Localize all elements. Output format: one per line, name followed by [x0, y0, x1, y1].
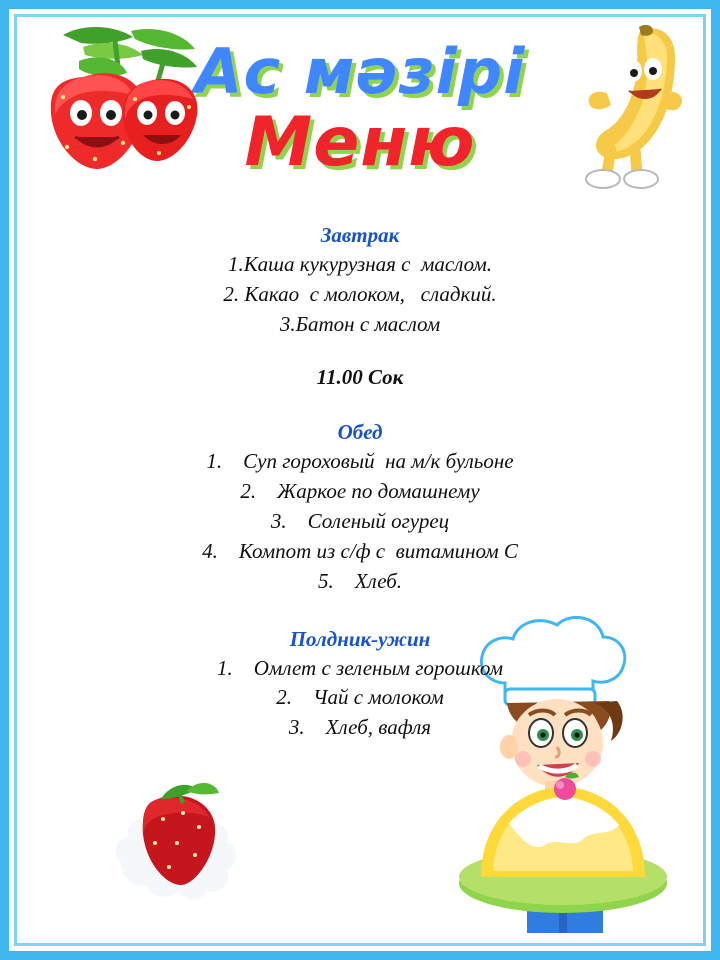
title-kazakh: Ас мәзірі [194, 35, 526, 108]
banana-character-illustration [577, 23, 695, 193]
menu-item: 1. Омлет с зеленым горошком [217, 655, 503, 680]
menu-item: 3. Хлеб, вафля [288, 715, 432, 740]
menu-item: 3. Соленый огурец [270, 509, 450, 534]
poster-sheet [17, 17, 703, 943]
menu-item: 5. Хлеб. [317, 568, 403, 593]
menu-item: 1.Каша кукурузная с маслом. [227, 252, 492, 276]
menu-item: 2. Какао с молоком, сладкий. [223, 281, 497, 306]
menu-content [57, 223, 663, 743]
title-russian: Меню [244, 103, 476, 182]
juice-note: 11.00 Сок [316, 365, 404, 390]
menu-item: 2. Чай с молоком [276, 685, 444, 710]
section-heading-breakfast: Завтрак [320, 223, 400, 247]
strawberry-milk-splash-illustration [91, 751, 331, 921]
menu-item: 2. Жаркое по домашнему [240, 479, 480, 504]
section-heading-lunch: Обед [337, 420, 383, 445]
menu-item: 1. Суп гороховый на м/к бульоне [206, 449, 514, 474]
menu-item: 4. Компот из с/ф с витамином С [202, 538, 518, 563]
menu-item: 3.Батон с маслом [279, 311, 441, 336]
section-heading-supper: Полдник-ужин [289, 626, 431, 651]
strawberries-illustration [23, 21, 213, 186]
